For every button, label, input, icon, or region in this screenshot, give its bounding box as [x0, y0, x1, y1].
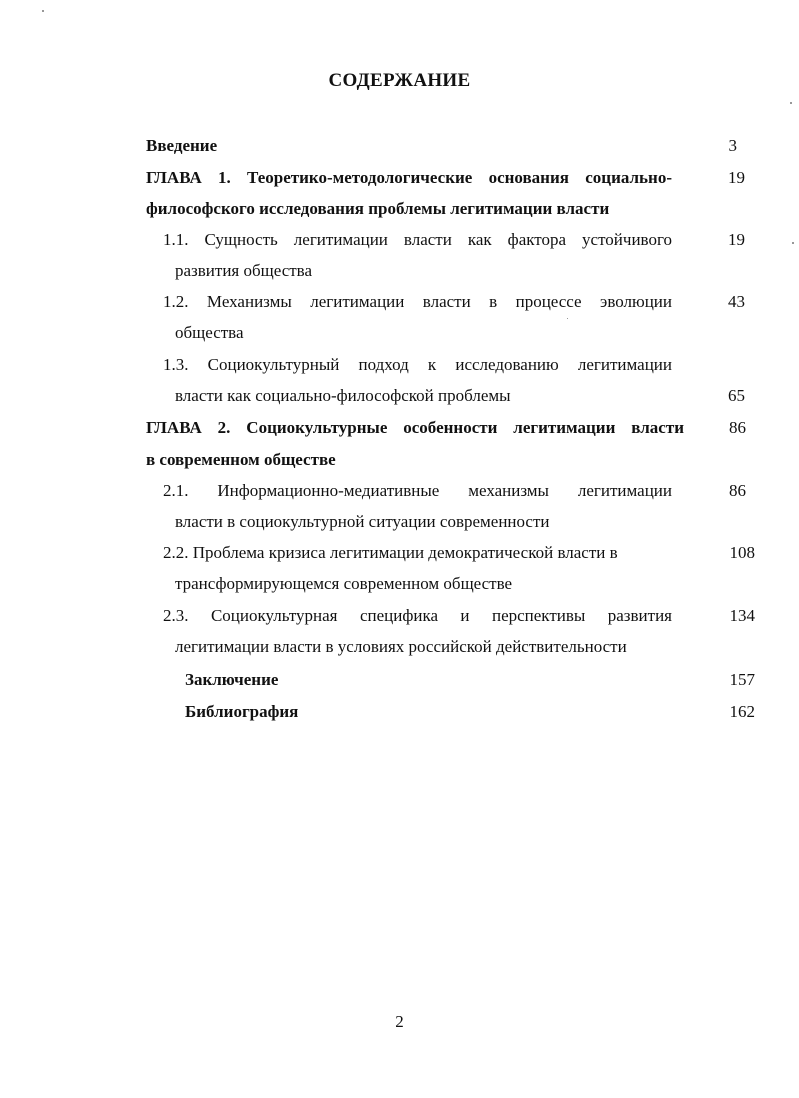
- toc-bibliography-page: 162: [729, 702, 755, 721]
- scan-speck: [42, 10, 44, 12]
- toc-conclusion-page: 157: [729, 670, 755, 689]
- toc-intro-page: 3: [728, 136, 737, 155]
- toc-section-1-1-line2: развития общества: [175, 261, 313, 280]
- page-number: 2: [395, 1012, 404, 1031]
- toc-section-1-3-page: 65: [728, 386, 745, 405]
- toc-chapter1-line1: ГЛАВА 1. Теоретико-методологические основания социально-: [146, 168, 672, 187]
- toc-section-1-3-line2: власти как социально-философской проблемы: [175, 386, 511, 405]
- toc-section-2-3-line2: легитимации власти в условиях российской действительности: [175, 637, 627, 656]
- toc-section-2-1-page: 86: [729, 481, 746, 500]
- toc-chapter2-line1: ГЛАВА 2. Социокультурные особенности легитимации власти: [146, 418, 684, 437]
- toc-section-1-2-line2: общества: [175, 323, 244, 342]
- scan-speck: [790, 102, 792, 104]
- toc-chapter2-page: 86: [729, 418, 746, 437]
- toc-section-2-1-line2: власти в социокультурной ситуации современности: [175, 512, 550, 531]
- toc-intro-label: Введение: [146, 136, 218, 155]
- toc-chapter2-line2: в современном обществе: [146, 450, 336, 469]
- toc-conclusion-label: Заключение: [185, 670, 279, 689]
- toc-section-2-2-line2: трансформирующемся современном обществе: [175, 574, 513, 593]
- scan-speck: [567, 318, 568, 319]
- toc-section-1-1-line1: 1.1. Сущность легитимации власти как фактора устойчивого: [163, 230, 672, 249]
- toc-section-1-3-line1: 1.3. Социокультурный подход к исследованию легитимации: [163, 355, 672, 374]
- toc-section-2-1-line1: 2.1. Информационно-медиативные механизмы легитимации: [163, 481, 672, 500]
- toc-section-2-2-page: 108: [729, 543, 755, 562]
- toc-section-2-3-page: 134: [729, 606, 755, 625]
- toc-section-2-2-line1: 2.2. Проблема кризиса легитимации демократической власти в: [163, 543, 618, 562]
- toc-chapter1-line2: философского исследования проблемы легитимации власти: [146, 199, 610, 218]
- toc-chapter1-page: 19: [728, 168, 745, 187]
- scan-speck: [792, 242, 794, 244]
- toc-bibliography-label: Библиография: [185, 702, 299, 721]
- toc-section-2-3-line1: 2.3. Социокультурная специфика и перспективы развития: [163, 606, 672, 625]
- toc-section-1-2-line1: 1.2. Механизмы легитимации власти в процессе эволюции: [163, 292, 672, 311]
- toc-section-1-1-page: 19: [728, 230, 745, 249]
- page-title: СОДЕРЖАНИЕ: [328, 70, 471, 91]
- toc-section-1-2-page: 43: [728, 292, 745, 311]
